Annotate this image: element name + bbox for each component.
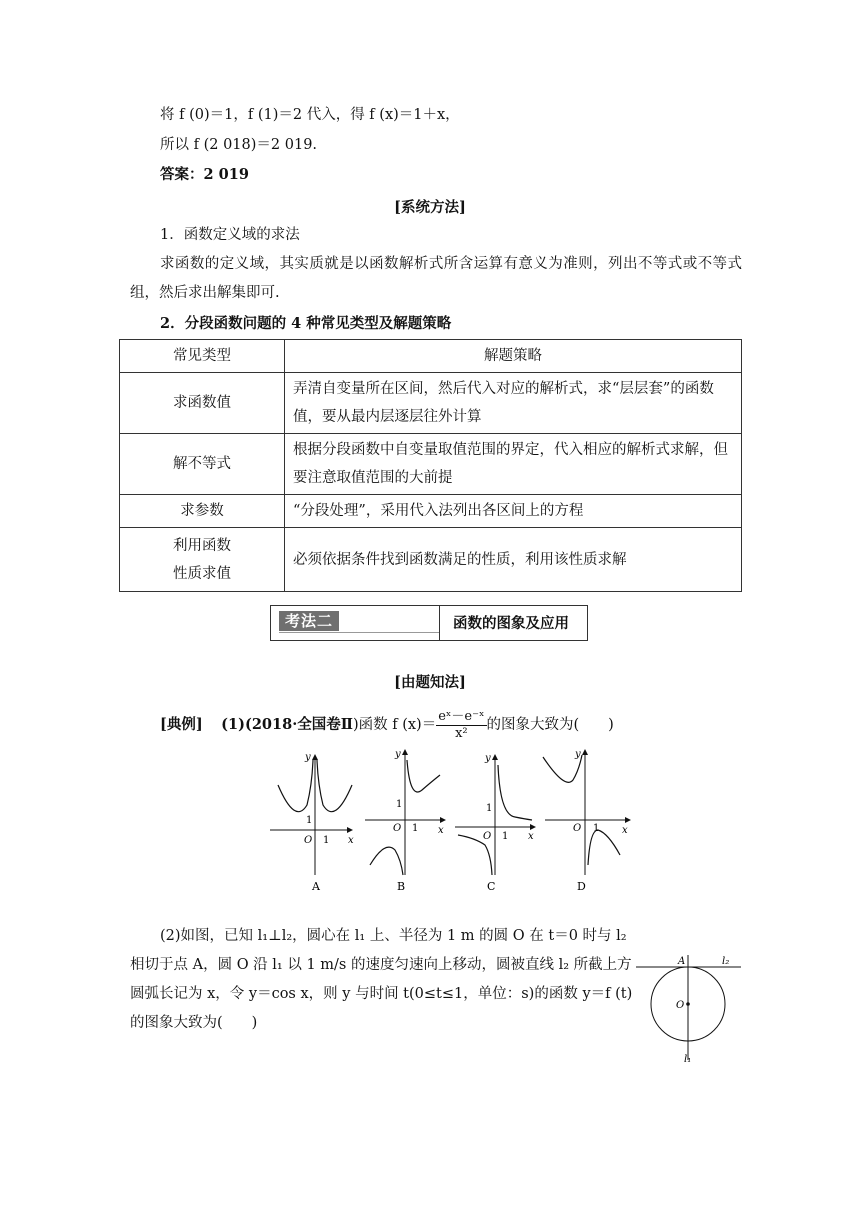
table-cell-strategy: “分段处理”，采用代入法列出各区间上的方程 [285, 495, 742, 528]
q1-prefix: (1)(2018· [221, 716, 298, 733]
table-header-type: 常见类型 [120, 340, 285, 373]
graph-d-y-label: y [575, 749, 581, 760]
table-header-row [120, 340, 742, 373]
section-banner [270, 605, 588, 641]
graph-c-x-label: x [528, 831, 534, 842]
q1-suffix: 的图象大致为( ) [486, 717, 614, 733]
example-header: [由题知法] [394, 674, 466, 691]
q1-source: 全国卷Ⅱ [297, 716, 353, 733]
table-header-strategy: 解题策略 [285, 340, 742, 373]
item2-title: 2．分段函数问题的 4 种常见类型及解题策略 [160, 315, 452, 332]
q2-line-4: 的图象大致为( ) [130, 1015, 258, 1031]
table-row [120, 434, 742, 495]
option-graphs [260, 745, 640, 895]
graph-d-origin: O [573, 823, 582, 834]
graph-b [365, 749, 445, 893]
table-row [120, 528, 742, 592]
fraction-numerator: eˣ－e⁻ˣ [438, 708, 485, 724]
fraction-denominator: x² [455, 725, 468, 741]
graph-a-curve-right [317, 760, 352, 812]
label-point-a: A [678, 956, 686, 967]
graph-b-option-label: B [397, 880, 406, 893]
table-cell-strategy: 弄清自变量所在区间，然后代入对应的解析式，求“层层套”的函数值，要从最内层逐层往外计算 [285, 373, 742, 434]
graph-a [270, 752, 354, 893]
graph-c-one-y: 1 [486, 803, 493, 814]
item1-text-content: 求函数的定义域，其实质就是以函数解析式所含运算有意义为准则，列出不等式或不等式组，然后求出解集即可. [130, 256, 742, 301]
label-center-o: O [676, 1000, 685, 1011]
table-cell-type: 求参数 [120, 495, 285, 528]
graph-a-one-x: 1 [323, 835, 330, 846]
graph-a-origin: O [304, 835, 313, 846]
q2-line-3: 圆弧长记为 x，令 y＝cos x，则 y 与时间 t(0≤t≤1，单位：s)的函数 y＝f (t) [130, 986, 633, 1002]
circle-figure [636, 950, 746, 1065]
label-l1: l₁ [684, 1054, 692, 1065]
answer-line [160, 165, 249, 185]
q2-line-2: 相切于点 A，圆 O 沿 l₁ 以 1 m/s 的速度匀速向上移动，圆被直线 l₂ 所截上方 [130, 957, 632, 973]
intro-line-2: 所以 f (2 018)＝2 019. [160, 137, 318, 153]
item1-text [130, 250, 742, 308]
question-1 [160, 708, 614, 742]
graph-b-one-y: 1 [396, 799, 403, 810]
graph-c [455, 753, 535, 893]
answer-label: 答案： [160, 166, 204, 183]
graph-a-y-label: y [305, 752, 311, 763]
item1-title: 1．函数定义域的求法 [160, 227, 300, 243]
answer-value: 2 019 [203, 166, 249, 183]
intro-line-1: 将 f (0)＝1，f (1)＝2 代入，得 f (x)＝1＋x， [160, 107, 460, 123]
q1-fraction [436, 709, 486, 742]
strategy-table [119, 339, 742, 592]
graph-c-origin: O [483, 831, 492, 842]
table-row [120, 495, 742, 528]
graph-c-option-label: C [487, 880, 496, 893]
graph-c-curve-right [498, 765, 532, 820]
question-2 [130, 922, 633, 1038]
table-cell-type: 解不等式 [120, 434, 285, 495]
graph-a-x-label: x [348, 835, 354, 846]
label-l2: l₂ [722, 956, 730, 967]
section-tag-underline [279, 632, 439, 633]
table-cell-type-text: 利用函数性质求值 [173, 537, 231, 582]
graph-b-curve-left [370, 847, 403, 875]
system-method-header: [系统方法] [394, 199, 466, 216]
graph-a-one-y: 1 [306, 815, 313, 826]
section-divider [439, 606, 440, 640]
table-cell-type: 求函数值 [120, 373, 285, 434]
graph-a-option-label: A [312, 880, 320, 893]
table-cell-strategy: 必须依据条件找到函数满足的性质，利用该性质求解 [285, 528, 742, 592]
q1-middle: )函数 f (x)＝ [352, 717, 437, 733]
graph-b-y-label: y [395, 749, 401, 760]
table-row [120, 373, 742, 434]
q2-line-1: (2)如图，已知 l₁⊥l₂，圆心在 l₁ 上、半径为 1 m 的圆 O 在 t＝0 时与 l₂ [160, 928, 627, 944]
graph-c-y-label: y [485, 753, 491, 764]
table-cell-strategy: 根据分段函数中自变量取值范围的界定，代入相应的解析式求解，但要注意取值范围的大前提 [285, 434, 742, 495]
graph-a-curve-left [278, 760, 313, 812]
table-cell-type [120, 528, 285, 592]
graph-d-x-label: x [622, 825, 628, 836]
graph-c-one-x: 1 [502, 831, 509, 842]
graph-b-x-label: x [438, 825, 444, 836]
graph-d-option-label: D [577, 880, 586, 893]
graph-b-curve-right [407, 760, 440, 792]
graph-b-one-x: 1 [412, 823, 419, 834]
graph-d-one-x: 1 [593, 823, 600, 834]
graph-b-origin: O [393, 823, 402, 834]
graph-d [543, 749, 630, 893]
section-title: 函数的图象及应用 [453, 615, 569, 632]
graph-d-curve-right [588, 830, 620, 865]
section-tag: 考法二 [279, 611, 339, 631]
center-dot [686, 1002, 690, 1006]
example-label: [典例] [160, 716, 203, 733]
